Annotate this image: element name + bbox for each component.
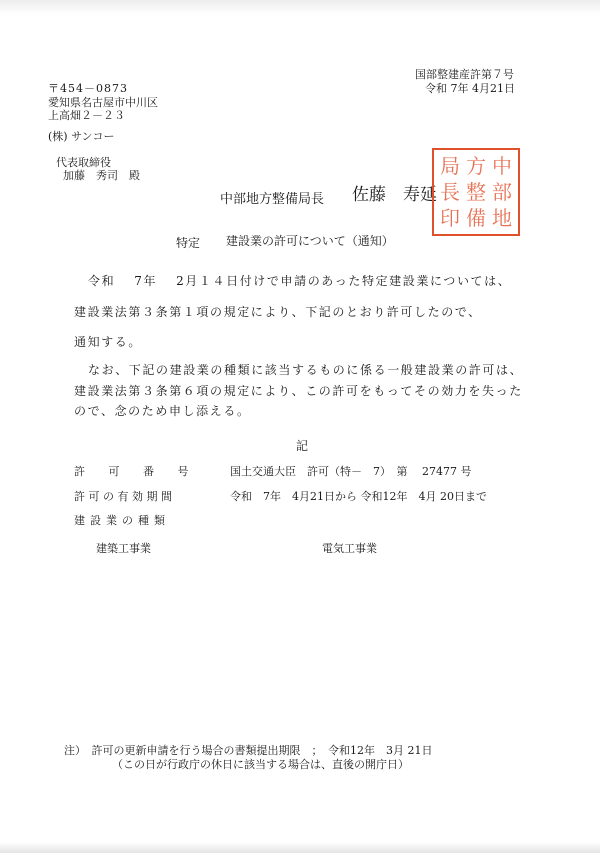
- scan-edge-bottom: [0, 842, 600, 853]
- subject-title: 建設業の許可について（通知）: [226, 234, 394, 248]
- permit-number-label: 許 可 番 号: [74, 465, 189, 478]
- scan-edge-top: [0, 0, 600, 14]
- body-para2-line2: 建設業法第３条第６項の規定により、この許可をもってその効力を失った: [74, 384, 523, 398]
- permit-reference: 国部整建産許第７号: [415, 68, 514, 81]
- body-para1-line1: 令和 7年 2月１４日付けで申請のあった特定建設業については、: [88, 274, 512, 288]
- company-name: (株) サンコー: [48, 130, 115, 143]
- body-para2-line3: ので、念のため申し添える。: [74, 404, 251, 418]
- business-type-item: 建築工事業: [96, 542, 151, 555]
- issue-date: 令和 7年 4月21日: [425, 82, 515, 95]
- renewal-note-line-1: 注） 許可の更新申請を行う場合の書類提出期限 ； 令和12年 3月 21日: [64, 744, 433, 757]
- representative-name: 加藤 秀司 殿: [63, 169, 140, 182]
- address-line-2: 上高畑２－２３: [48, 109, 125, 122]
- issuer-office: 中部地方整備局長: [220, 192, 325, 207]
- renewal-note-line-2: （この日が行政庁の休日に該当する場合は、直後の開庁日）: [112, 758, 409, 771]
- permit-number-value: 国土交通大臣 許可（特－ 7） 第 27477 号: [230, 465, 472, 478]
- body-para1-line3: 通知する。: [74, 335, 143, 349]
- issuer-name: 佐藤 寿延: [352, 185, 437, 205]
- address-line-1: 愛知県名古屋市中川区: [48, 96, 158, 109]
- ki-heading: 記: [296, 439, 309, 453]
- body-para2-line1: なお、下記の建設業の種類に該当するものに係る一般建設業の許可は、: [88, 363, 524, 377]
- subject-prefix: 特定: [176, 236, 201, 250]
- business-type-label: 建設業の種類: [74, 514, 170, 527]
- validity-period-value: 令和 7年 4月21日から 令和12年 4月 20日まで: [230, 490, 487, 503]
- official-seal: 中 部 地 方 整 備 局 長 印: [432, 148, 520, 236]
- representative-title: 代表取締役: [56, 156, 111, 169]
- business-type-item: 電気工事業: [322, 542, 377, 555]
- validity-period-label: 許可の有効期間: [74, 490, 176, 503]
- body-para1-line2: 建設業法第３条第１項の規定により、下記のとおり許可したので、: [74, 305, 482, 319]
- postal-code: 〒454－0873: [48, 82, 128, 95]
